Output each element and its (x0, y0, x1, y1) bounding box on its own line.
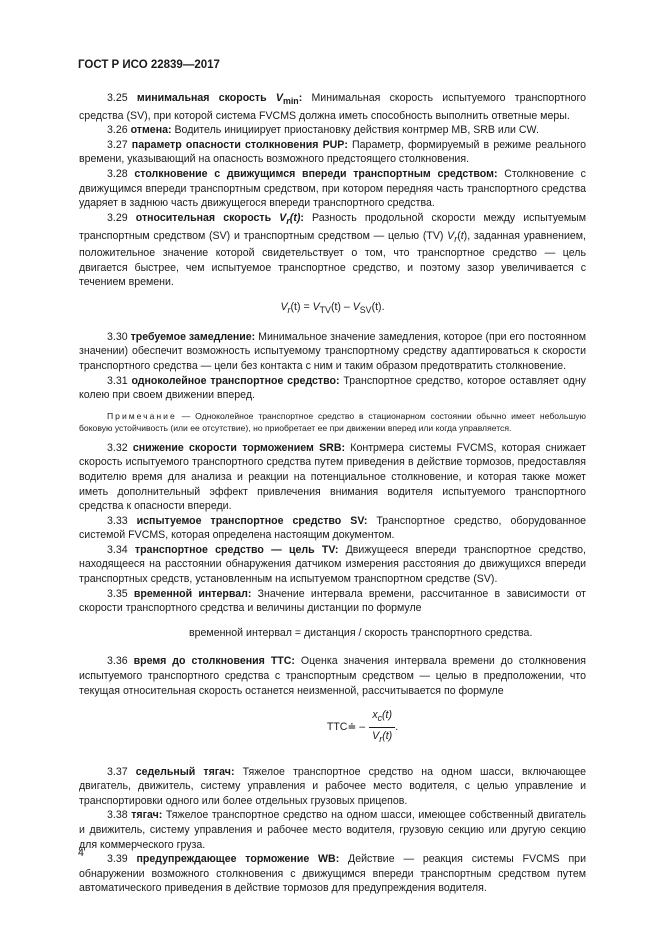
definition-text: Параметр, формируемый в режиме реального времени, указывающий на опасность возможного предстоящего столкновения. (79, 138, 586, 166)
term: испытуемое транспортное средство SV: (136, 514, 368, 527)
definition-text: Разность продольной скорости между испытуемым транспортным средством (SV) и транспортным средством — целью (TV) (79, 211, 586, 242)
document-header: ГОСТ Р ИСО 22839—2017 (78, 59, 220, 71)
definition-text: Транспортное средство, которое оставляет одну колею при своем движении вперед. (79, 374, 586, 402)
definition-3-29: 3.29 относительная скорость $V_r(t)$: Разность продольной скорости между испытуемым транспортным средством (SV) и транспортным средством — целью (TV) $V_r(t)$, заданная уравнением, положительное значение которой свидетельствует о том, что транспортное средство — цель двигается быстрее, чем испытуемое транспортное средство, и поэтому зазор увеличивается с течением времени. (79, 211, 586, 289)
definition-3-34 (79, 543, 586, 587)
clause-number: 3.28 (107, 168, 128, 181)
definition-text: Движущееся впереди транспортное средство, находящееся на расстоянии обнаружения датчиком измерения расстояния до движущихся впереди транспортных средств, установленным на испытуемом транспортном средстве (SV). (79, 543, 586, 586)
clause-number: 3.29 (107, 211, 128, 224)
clause-number: 3.30 (107, 330, 128, 343)
clause-number: 3.37 (107, 765, 128, 778)
clause-number: 3.34 (107, 543, 128, 556)
note-text: — Одноколейное транспортное средство в стационарном состоянии обычно имеет небольшую боковую устойчивость (или ее отсутствие), но приобретает ее при движении вперед или когда управляется. (79, 410, 586, 433)
definition-3-31 (79, 374, 586, 403)
definition-text: Транспортное средство, оборудованное системой FVCMS, которая определена настоящим документом. (79, 514, 586, 542)
definition-3-36 (79, 654, 586, 698)
term: временной интервал: (133, 587, 252, 600)
clause-number: 3.39 (107, 853, 128, 866)
term: снижение скорости торможением SRB: (132, 441, 346, 454)
note-label: Примечание (107, 410, 177, 421)
definition-3-38 (79, 808, 586, 852)
term: столкновение с движущимся впереди транспортным средством: (134, 168, 498, 181)
definition-3-33 (79, 514, 586, 543)
definition-3-30 (79, 330, 586, 374)
definition-3-26 (79, 123, 586, 138)
definition-text: Минимальное значение замедления, которое (при его постоянном значении) обеспечит возможность испытуемому транспортному средству адаптироваться к скорости транспортного средства — цели без контакта с ним и таким образом предотвратить столкновение. (79, 330, 587, 372)
term: предупреждающее торможение WB: (136, 853, 340, 866)
term: время до столкновения TTC: (133, 655, 295, 668)
clause-number: 3.35 (107, 587, 128, 600)
formula-relative-speed: $V_r(t) = V_{TV}(t) - V_{SV}(t)$. (280, 301, 385, 316)
clause-number: 3.31 (107, 374, 128, 387)
term: параметр опасности столкновения PUP: (131, 138, 348, 151)
clause-number: 3.25 (107, 92, 128, 104)
definition-text-cont: , заданная уравнением, положительное значение которой свидетельствует о том, что транспортное средство — цель двигается быстрее, чем испытуемое транспортное средство, и поэтому зазор увеличивается с течением времени. (79, 229, 586, 289)
definition-text: Водитель инициирует приостановку действия контрмер MB, SRB или CW. (171, 124, 539, 137)
formula-time-gap: временной интервал = дистанция / скорость транспортного средства. (189, 626, 533, 639)
definition-text: Значение интервала времени, рассчитанное в зависимости от скорости транспортного средства и величины дистанции по формуле (79, 587, 586, 615)
definition-text: Тяжелое транспортное средство на одном шасси, имеющее собственный двигатель и движитель, систему управления и рабочее место водителя, грузовую секцию или другую секцию для коммерческого груза. (79, 809, 586, 851)
definition-text: Столкновение с движущимся впереди транспортным средством, при котором передняя часть транспортного средства ударяет в заднюю часть движущегося впереди транспортного средства. (79, 168, 586, 210)
definition-3-25 (79, 91, 586, 123)
term: отмена: (130, 124, 172, 137)
term: одноколейное транспортное средство: (131, 374, 340, 387)
clause-number: 3.36 (107, 655, 128, 668)
term: тягач: (131, 809, 163, 822)
note-3-31 (79, 410, 586, 434)
term: транспортное средство — цель TV: (134, 543, 339, 556)
definition-text: Тяжелое транспортное средство на одном шасси, включающее двигатель, движитель, систему управления и рабочее место водителя, с целью управление и транспортировки одного или более отдельных грузовых прицепов. (79, 765, 586, 807)
definition-3-28 (79, 167, 586, 211)
definition-text: Действие — реакция системы FVCMS при обнаружении возможного столкновения с движущимся впереди транспортным средством путем автоматического приведения в действие тормозов для предупреждения водителя. (79, 853, 586, 895)
formula-ttc: TTC ≐ – $\frac{x_c(t)}{V_r(t)}$ . (139, 708, 586, 746)
clause-number: 3.27 (107, 138, 128, 151)
definition-3-35 (79, 587, 586, 616)
definition-3-32 (79, 441, 586, 514)
clause-number: 3.32 (107, 441, 128, 454)
definition-3-37 (79, 765, 586, 809)
definition-text: Контрмера системы FVCMS, которая снижает скорость испытуемого транспортного средства путем приведения в действие тормозов, предоставляя водителю время для анализа и реакции на потенциальное столкновение, и которая также может иметь дополнительный эффект привлечения внимания водителя испытуемого транспортного средства к опасности впереди. (79, 441, 586, 513)
page-number: 4 (78, 847, 84, 859)
clause-number: 3.26 (107, 124, 128, 137)
definition-3-39 (79, 852, 586, 896)
fraction: $\frac{x_c(t)}{V_r(t)}$ (369, 708, 395, 746)
term: требуемое замедление: (130, 330, 256, 343)
clause-number: 3.38 (107, 809, 128, 822)
term: минимальная скорость $V_{min}$: (136, 92, 303, 107)
clause-number: 3.33 (107, 514, 128, 527)
term: седельный тягач: (135, 765, 235, 778)
definition-3-27 (79, 138, 586, 167)
definition-text: Минимальная скорость испытуемого транспортного средства (SV), при которой система FVCMS должна иметь способность выполнить ответные меры. (79, 92, 586, 122)
document-body (79, 91, 586, 896)
term: относительная скорость $V_r(t)$: (135, 211, 304, 226)
definition-text: Оценка значения интервала времени до столкновения испытуемого транспортного средства с транспортным средством — целью в предположении, что текущая относительная скорость останется неизменной, рассчитывается по формуле (79, 655, 586, 697)
